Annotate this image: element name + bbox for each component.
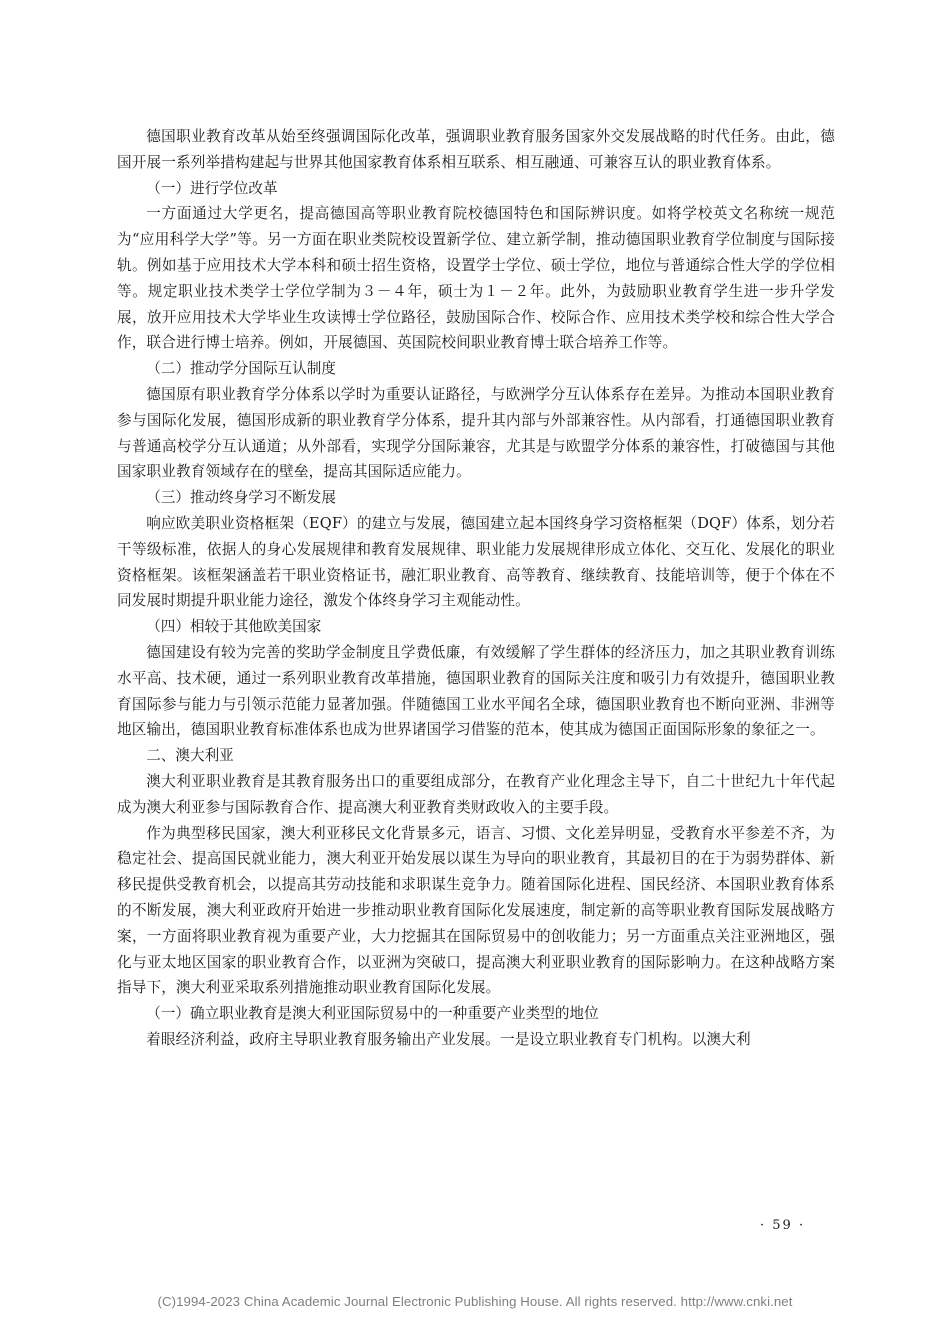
paragraph: 响应欧美职业资格框架（EQF）的建立与发展，德国建立起本国终身学习资格框架（DQF）体系，划分若干等级标准，依据人的身心发展规律和教育发展规律、职业能力发展规律形成立体化、交互化、发展化的职业资格框架。该框架涵盖若干职业资格证书，融汇职业教育、高等教育、继续教育、技能培训等，便于个体在不同发展时期提升职业能力途径，激发个体终身学习主观能动性。 bbox=[117, 514, 835, 610]
section-heading: （四）相较于其他欧美国家 bbox=[146, 618, 322, 636]
paragraph: 着眼经济利益，政府主导职业教育服务输出产业发展。一是设立职业教育专门机构。以澳大利 bbox=[146, 1030, 751, 1048]
section-heading: （一）确立职业教育是澳大利亚国际贸易中的一种重要产业类型的地位 bbox=[146, 1005, 599, 1023]
paragraph-intro: 德国职业教育改革从始至终强调国际化改革，强调职业教育服务国家外交发展战略的时代任务。由此，德国开展一系列举措构建起与世界其他国家教育体系相互联系、相互融通、可兼容互认的职业教育体系。 bbox=[117, 128, 835, 171]
paragraph: 澳大利亚职业教育是其教育服务出口的重要组成部分，在教育产业化理念主导下，自二十世纪九十年代起成为澳大利亚参与国际教育合作、提高澳大利亚教育类财政收入的主要手段。 bbox=[117, 772, 835, 816]
page-number: · 59 · bbox=[760, 1218, 806, 1233]
paragraph: 德国原有职业教育学分体系以学时为重要认证路径，与欧洲学分互认体系存在差异。为推动本国职业教育参与国际化发展，德国形成新的职业教育学分体系，提升其内部与外部兼容性。从内部看，打通德国职业教育与普通高校学分互认通道；从外部看，实现学分国际兼容，尤其是与欧盟学分体系的兼容性，打破德国与其他国家职业教育领域存在的壁垒，提高其国际适应能力。 bbox=[117, 385, 835, 481]
paragraph: 作为典型移民国家，澳大利亚移民文化背景多元，语言、习惯、文化差异明显，受教育水平参差不齐，为稳定社会、提高国民就业能力，澳大利亚开始发展以谋生为导向的职业教育，其最初目的在于为弱势群体、新移民提供受教育机会，以提高其劳动技能和求职谋生竞争力。随着国际化进程、国民经济、本国职业教育体系的不断发展，澳大利亚政府开始进一步推动职业教育国际化发展速度，制定新的高等职业教育国际发展战略方案，一方面将职业教育视为重要产业，大力挖掘其在国际贸易中的创收能力；另一方面重点关注亚洲地区，强化与亚太地区国家的职业教育合作，以亚洲为突破口，提高澳大利亚职业教育的国际影响力。在这种战略方案指导下，澳大利亚采取系列措施推动职业教育国际化发展。 bbox=[117, 824, 835, 997]
article-body bbox=[117, 124, 835, 1053]
section-heading: （二）推动学分国际互认制度 bbox=[146, 360, 336, 378]
copyright-footer: (C)1994-2023 China Academic Journal Electronic Publishing House. All rights reserved. http://www.cnki.net bbox=[157, 1294, 793, 1309]
paragraph: 一方面通过大学更名，提高德国高等职业教育院校德国特色和国际辨识度。如将学校英文名称统一规范为“应用科学大学”等。另一方面在职业类院校设置新学位、建立新学制，推动德国职业教育学位制度与国际接轨。例如基于应用技术大学本科和硕士招生资格，设置学士学位、硕士学位，地位与普通综合性大学的学位相等。规定职业技术类学士学位学制为３－４年，硕士为１－２年。此外，为鼓励职业教育学生进一步升学发展，放开应用技术大学毕业生攻读博士学位路径，鼓励国际合作、校际合作、应用技术类学校和综合性大学合作，联合进行博士培养。例如，开展德国、英国院校间职业教育博士联合培养工作等。 bbox=[117, 205, 835, 352]
paragraph: 德国建设有较为完善的奖助学金制度且学费低廉，有效缓解了学生群体的经济压力，加之其职业教育训练水平高、技术硬，通过一系列职业教育改革措施，德国职业教育的国际关注度和吸引力有效提升，德国职业教育国际参与能力与引领示范能力显著加强。伴随德国工业水平闻名全球，德国职业教育也不断向亚洲、非洲等地区输出，德国职业教育标准体系也成为世界诸国学习借鉴的范本，使其成为德国正面国际形象的象征之一。 bbox=[117, 643, 835, 739]
section-heading: （三）推动终身学习不断发展 bbox=[146, 489, 336, 507]
section-heading: （一）进行学位改革 bbox=[146, 179, 278, 197]
chapter-heading: 二、澳大利亚 bbox=[146, 747, 234, 765]
